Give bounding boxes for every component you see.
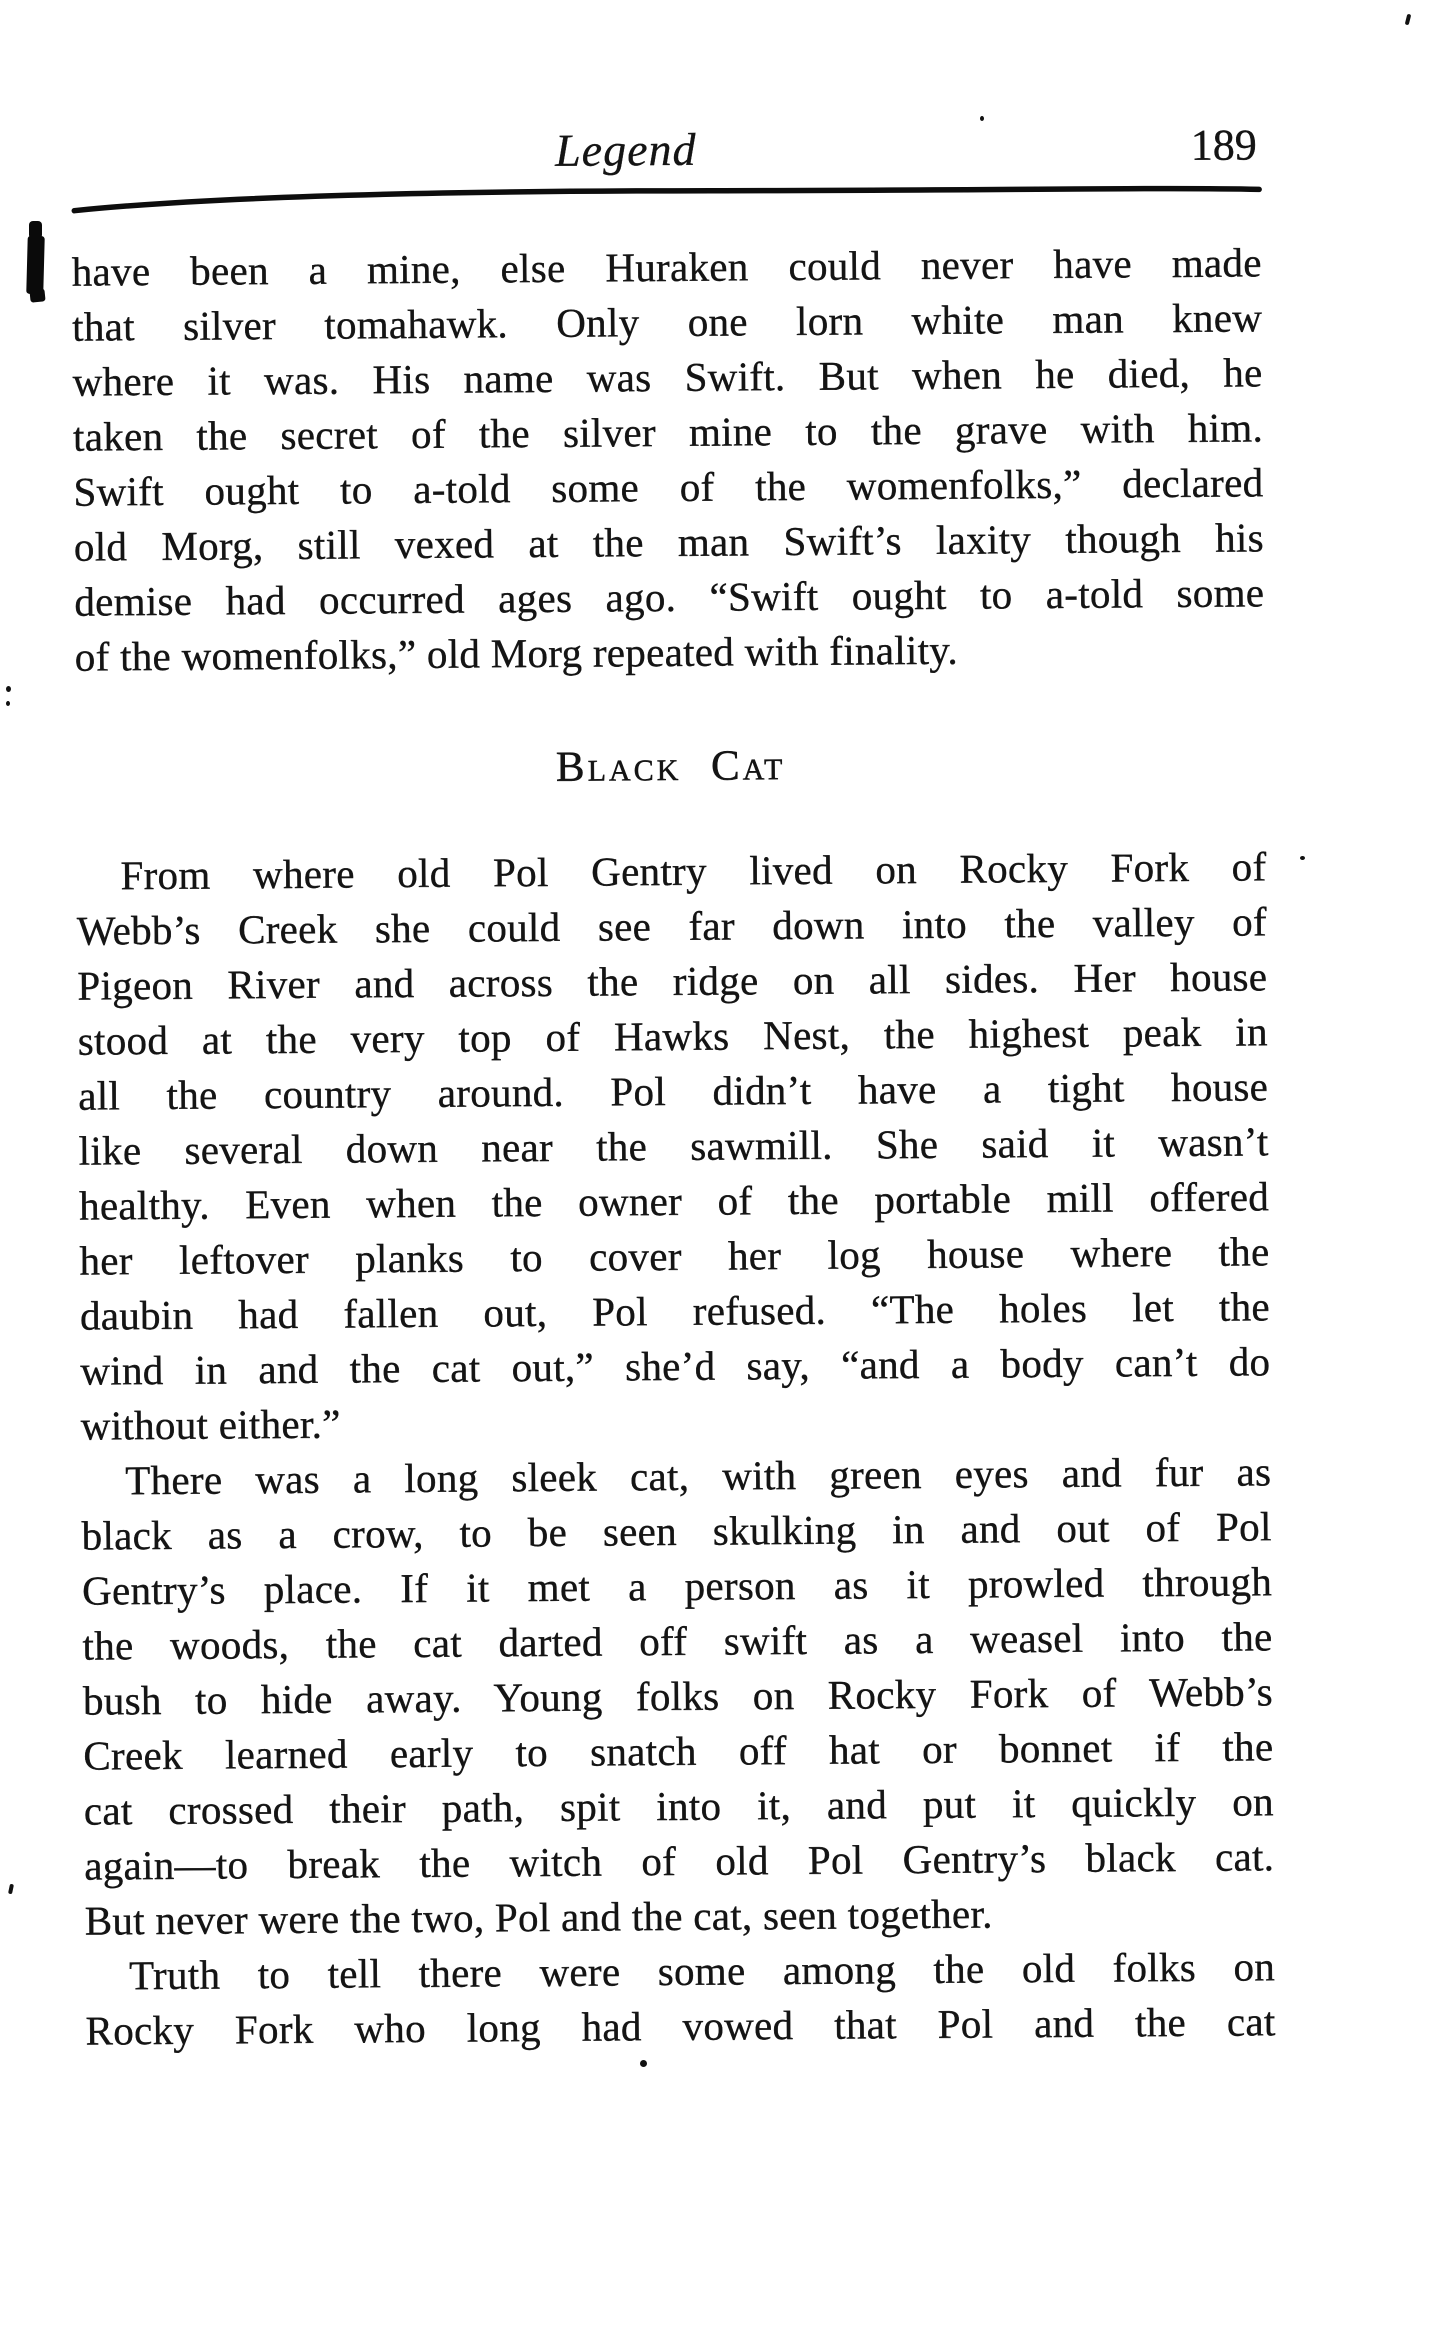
- text-line: demise had occurred ages ago. “Swift ought to a-told some: [74, 569, 1265, 625]
- text-line: again—to break the witch of old Pol Gentry’s black cat.: [84, 1833, 1275, 1889]
- ink-blot: [26, 236, 45, 294]
- text-line: wind in and the cat out,” she’d say, “and a body can’t do: [80, 1338, 1271, 1394]
- ink-blot: [29, 288, 45, 302]
- text-line: cat crossed their path, spit into it, and put it quickly on: [83, 1778, 1274, 1834]
- text-line: healthy. Even when the owner of the portable mill offered: [78, 1173, 1270, 1229]
- text-line: bush to hide away. Young folks on Rocky Fork of Webb’s: [82, 1668, 1274, 1724]
- text-line: where it was. His name was Swift. But when he died, he: [72, 349, 1263, 405]
- text-line: Webb’s Creek she could see far down into the valley of: [76, 898, 1268, 954]
- page-number: 189: [1190, 120, 1257, 170]
- text-line: the woods, the cat darted off swift as a weasel into the: [82, 1613, 1273, 1669]
- paragraph: [81, 1444, 1275, 1948]
- paragraph: [72, 235, 1265, 684]
- text-line: old Morg, still vexed at the man Swift’s laxity though his: [73, 514, 1265, 570]
- text-line: There was a long sleek cat, with green eyes and fur as: [125, 1448, 1272, 1504]
- header-rule: [71, 181, 1263, 216]
- text-line: Pigeon River and across the ridge on all sides. Her house: [77, 953, 1268, 1009]
- page-content: [70, 0, 1278, 2327]
- section-heading: Black Cat: [555, 742, 786, 791]
- text-line: Gentry’s place. If it met a person as it prowled through: [81, 1558, 1273, 1614]
- text-line: all the country around. Pol didn’t have a tight house: [78, 1063, 1269, 1119]
- text-line: without either.”: [80, 1400, 341, 1449]
- speck: [1405, 14, 1412, 26]
- speck: [6, 686, 11, 692]
- text-line: From where old Pol Gentry lived on Rocky Fork of: [120, 843, 1267, 899]
- text-line: like several down near the sawmill. She said it wasn’t: [78, 1118, 1269, 1174]
- text-line: of the womenfolks,” old Morg repeated with finality.: [74, 626, 959, 680]
- paragraph: [85, 1939, 1276, 2058]
- text-line: that silver tomahawk. Only one lorn white man knew: [72, 294, 1263, 350]
- text-line: Swift ought to a-told some of the womenfolks,” declared: [73, 459, 1264, 515]
- speck: [8, 1884, 14, 1895]
- text-line: daubin had fallen out, Pol refused. “The holes let the: [79, 1283, 1271, 1339]
- text-line: Rocky Fork who long had vowed that Pol and the cat: [85, 1998, 1276, 2054]
- paragraph: [76, 839, 1271, 1453]
- running-header-title: Legend: [554, 123, 697, 176]
- text-line: taken the secret of the silver mine to the grave with him.: [72, 404, 1264, 460]
- speck: [6, 701, 10, 706]
- running-header: [71, 113, 1261, 186]
- text-line: her leftover planks to cover her log house where the: [79, 1228, 1270, 1284]
- text-line: Creek learned early to snatch off hat or bonnet if the: [83, 1723, 1274, 1779]
- text-line: stood at the very top of Hawks Nest, the highest peak in: [77, 1008, 1268, 1064]
- body-text: [72, 235, 1276, 2058]
- text-line: black as a crow, to be seen skulking in and out of Pol: [81, 1503, 1272, 1559]
- speck: [1300, 856, 1305, 860]
- text-line: have been a mine, else Huraken could never have made: [71, 239, 1262, 295]
- text-line: Truth to tell there were some among the old folks on: [128, 1943, 1276, 1999]
- text-line: But never were the two, Pol and the cat, seen together.: [84, 1890, 993, 1944]
